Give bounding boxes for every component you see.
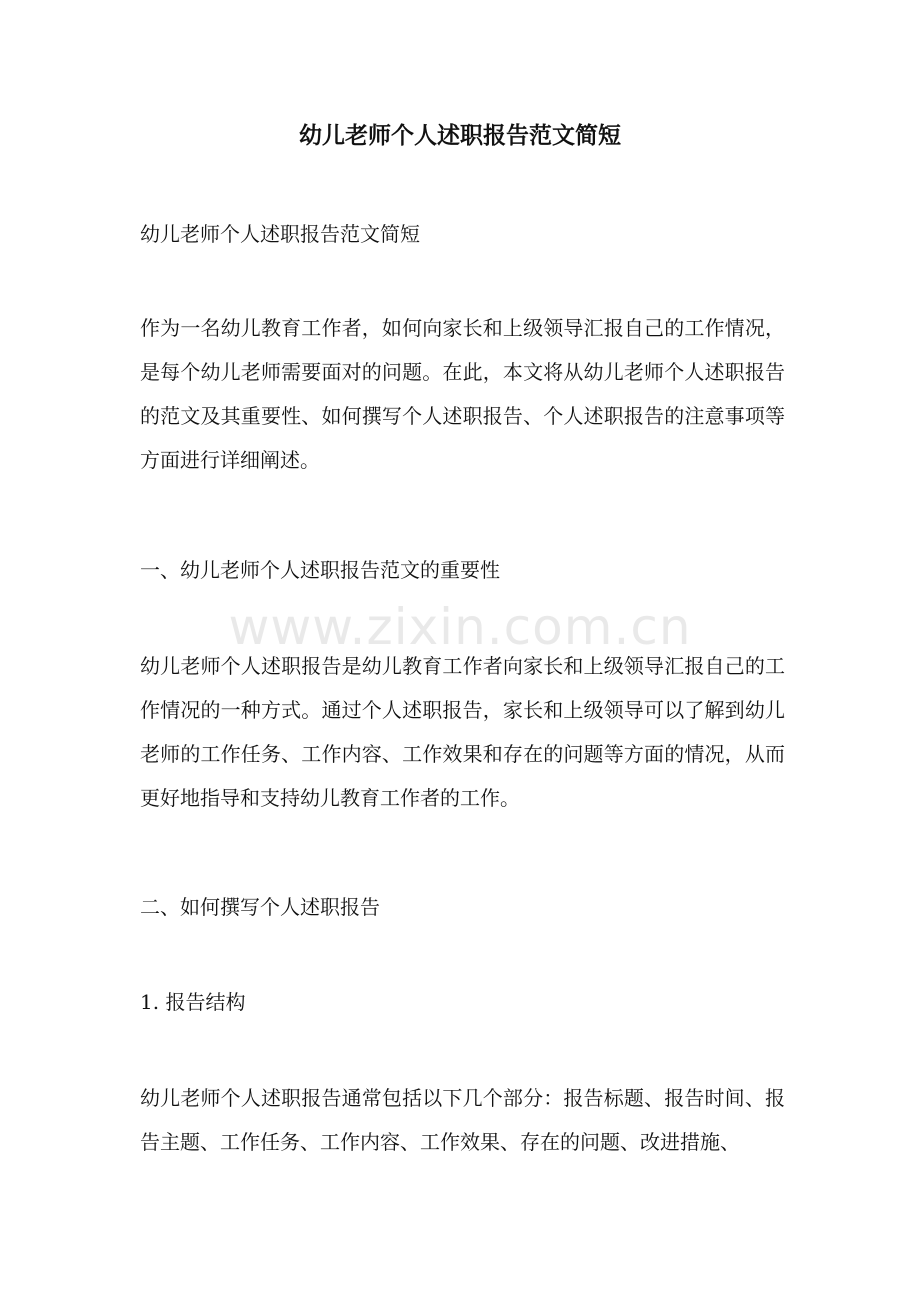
subtitle: 幼儿老师个人述职报告范文简短 [140, 222, 420, 246]
section-1-paragraph: 幼儿老师个人述职报告是幼儿教育工作者向家长和上级领导汇报自己的工作情况的一种方式。通过个人述职报告，家长和上级领导可以了解到幼儿老师的工作任务、工作内容、工作效果和存在的问题等方面的情况，从而更好地指导和支持幼儿教育工作者的工作。 [140, 654, 785, 810]
subsection-1-paragraph: 幼儿老师个人述职报告通常包括以下几个部分：报告标题、报告时间、报告主题、工作任务、工作内容、工作效果、存在的问题、改进措施、 [140, 1086, 785, 1154]
watermark: www.zixin.com.cn [228, 598, 692, 656]
intro-paragraph: 作为一名幼儿教育工作者，如何向家长和上级领导汇报自己的工作情况，是每个幼儿老师需要面对的问题。在此，本文将从幼儿老师个人述职报告的范文及其重要性、如何撰写个人述职报告、个人述职报告的注意事项等方面进行详细阐述。 [140, 316, 785, 472]
subsection-heading-1: 1. 报告结构 [140, 990, 246, 1014]
document-title: 幼儿老师个人述职报告范文简短 [299, 122, 621, 149]
section-heading-2: 二、如何撰写个人述职报告 [140, 895, 380, 919]
section-heading-1: 一、幼儿老师个人述职报告范文的重要性 [140, 558, 500, 582]
